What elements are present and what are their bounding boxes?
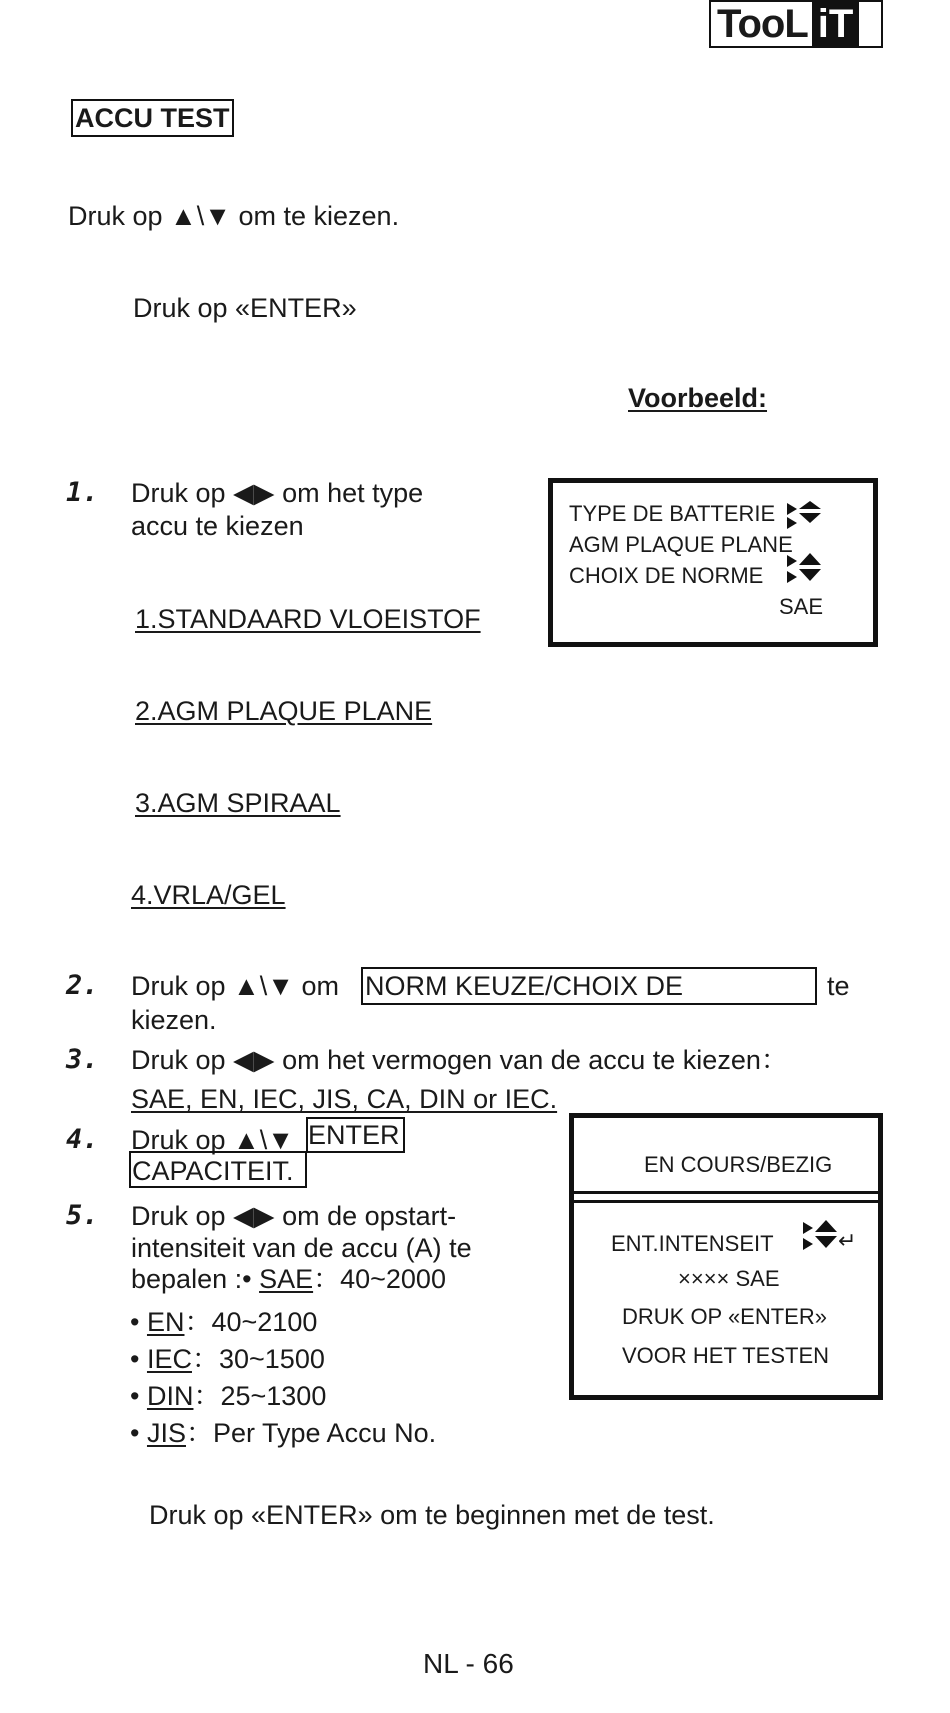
norm-din: DIN bbox=[146, 1381, 194, 1411]
norm-en-range: ：40~2100 bbox=[184, 1307, 318, 1337]
range-jis bbox=[130, 1417, 436, 1449]
lcd2-line2: ×××× SAE bbox=[678, 1266, 780, 1291]
norm-jis-range: ：Per Type Accu No. bbox=[185, 1418, 437, 1448]
lcd-display-test bbox=[569, 1113, 883, 1400]
range-din bbox=[130, 1380, 326, 1412]
bullet: • bbox=[130, 1418, 147, 1448]
lcd1-line4: SAE bbox=[779, 594, 824, 619]
step-4-capacity-box bbox=[129, 1151, 307, 1188]
norm-en: EN bbox=[146, 1307, 185, 1337]
brand-logo bbox=[709, 0, 883, 48]
lcd1-arrows-icon-1 bbox=[783, 497, 821, 531]
lcd2-divider bbox=[574, 1191, 878, 1203]
norm-iec: IEC bbox=[146, 1344, 192, 1374]
lcd2-line1: ENT.INTENSEIT bbox=[611, 1231, 774, 1256]
step-5-number: 5. bbox=[66, 1200, 99, 1231]
page-number: NL - 66 bbox=[423, 1648, 514, 1679]
norm-sae: SAE bbox=[259, 1264, 314, 1294]
heading-text: ACCU TEST bbox=[75, 103, 230, 133]
step-2-text: Druk op ▲\▼ om bbox=[131, 971, 339, 1001]
lcd2-header: EN COURS/BEZIG bbox=[644, 1152, 833, 1177]
step-1-line1: Druk op ◀▶ om het type bbox=[131, 478, 424, 508]
lcd1-line2: AGM PLAQUE PLANE bbox=[569, 532, 793, 557]
norm-jis: JIS bbox=[146, 1418, 186, 1448]
step-4-capacity-label: CAPACITEIT. bbox=[132, 1156, 294, 1186]
lcd2-enter-symbol: ↵ bbox=[838, 1228, 857, 1253]
enter-instruction: Druk op «ENTER» bbox=[133, 293, 357, 323]
norm-din-range: ：25~1300 bbox=[193, 1381, 327, 1411]
step-2-menu-box bbox=[361, 967, 817, 1005]
bullet: • bbox=[130, 1307, 147, 1337]
example-label: Voorbeeld: bbox=[628, 383, 768, 413]
step-4-enter-box bbox=[306, 1117, 405, 1153]
lcd1-line1: TYPE DE BATTERIE bbox=[569, 501, 776, 526]
lcd1-line3: CHOIX DE NORME bbox=[569, 563, 764, 588]
lcd1-arrows-icon-2 bbox=[783, 551, 821, 585]
lcd2-arrows-icon bbox=[799, 1218, 837, 1252]
bullet: • bbox=[130, 1381, 147, 1411]
step-3-norms: SAE, EN, IEC, JIS, CA, DIN or IEC. bbox=[131, 1084, 558, 1114]
norm-sae-range: ：40~2000 bbox=[313, 1264, 446, 1294]
range-en bbox=[130, 1306, 317, 1338]
bullet: • bbox=[130, 1344, 147, 1374]
norm-iec-range: ：30~1500 bbox=[191, 1344, 325, 1374]
step-5-line3-prefix: bepalen :• bbox=[131, 1264, 260, 1294]
range-iec bbox=[130, 1343, 325, 1375]
step-5-line2: intensiteit van de accu (A) te bbox=[131, 1233, 472, 1263]
lcd2-line4: VOOR HET TESTEN bbox=[622, 1343, 830, 1368]
step-2-text-end: te bbox=[827, 971, 850, 1001]
step-5-line3 bbox=[131, 1263, 446, 1295]
step-1-line2: accu te kiezen bbox=[131, 511, 304, 541]
step-3-number: 3. bbox=[66, 1044, 99, 1075]
final-instruction: Druk op «ENTER» om te beginnen met de test. bbox=[149, 1500, 715, 1530]
step-4-text: Druk op ▲\▼ bbox=[131, 1125, 294, 1155]
step-2-line2: kiezen. bbox=[131, 1005, 217, 1035]
battery-type-2: 2.AGM PLAQUE PLANE bbox=[135, 696, 433, 726]
step-2-number: 2. bbox=[66, 970, 99, 1001]
step-4-enter-label: ENTER bbox=[308, 1120, 400, 1150]
logo-badge: iT bbox=[812, 2, 860, 46]
page-heading bbox=[71, 99, 234, 137]
step-1-number: 1. bbox=[66, 477, 99, 508]
step-4-number: 4. bbox=[66, 1124, 99, 1155]
step-3-line1: Druk op ◀▶ om het vermogen van de accu te kiezen： bbox=[131, 1045, 788, 1075]
battery-type-3: 3.AGM SPIRAAL bbox=[135, 788, 341, 818]
intro-text: Druk op ▲\▼ om te kiezen. bbox=[68, 201, 400, 231]
lcd-display-battery-type bbox=[548, 478, 878, 647]
battery-type-4: 4.VRLA/GEL bbox=[131, 880, 286, 910]
logo-text: TooL bbox=[717, 1, 808, 46]
step-2-menu-label: NORM KEUZE/CHOIX DE bbox=[365, 971, 684, 1001]
battery-type-1: 1.STANDAARD VLOEISTOF bbox=[135, 604, 481, 634]
lcd2-line3: DRUK OP «ENTER» bbox=[622, 1304, 827, 1329]
step-5-line1: Druk op ◀▶ om de opstart- bbox=[131, 1201, 457, 1231]
